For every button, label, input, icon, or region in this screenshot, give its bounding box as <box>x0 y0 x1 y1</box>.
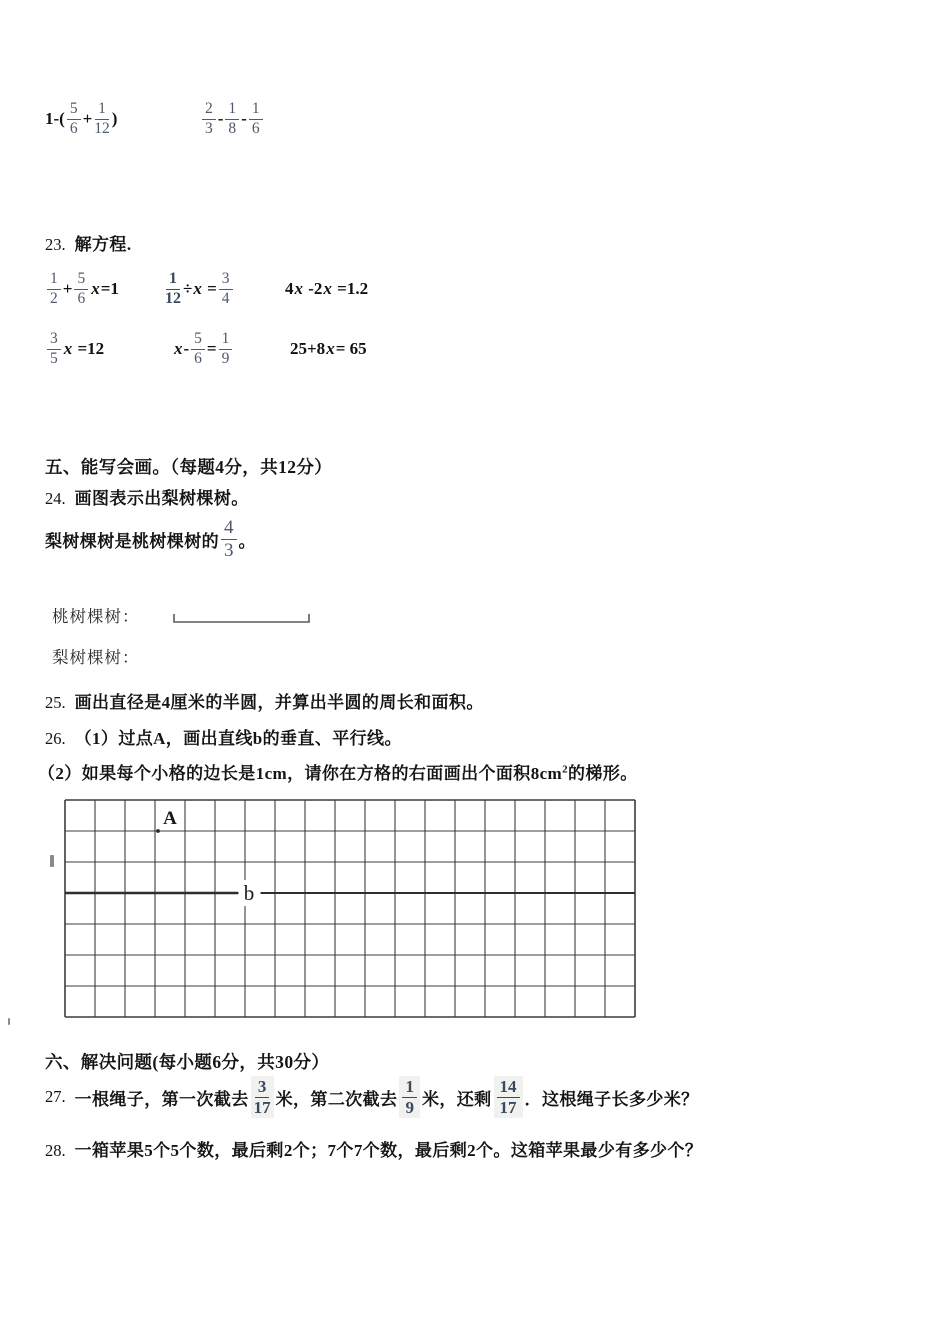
problem-27-body <box>75 1076 699 1119</box>
math-text: = 65 <box>335 339 367 358</box>
problem-text-suffix: 的梯形。 <box>568 764 638 783</box>
problem-text-prefix: （2）如果每个小格的边长是1cm，请你在方格的右面画出个面积8cm <box>38 764 563 783</box>
fraction-denominator: 17 <box>499 1097 517 1117</box>
fraction <box>165 271 181 308</box>
math-text: - <box>241 109 247 128</box>
fraction-numerator: 1 <box>166 271 180 290</box>
fraction-numerator: 14 <box>497 1078 520 1098</box>
variable: x <box>174 339 183 358</box>
fraction-denominator: 3 <box>224 539 234 561</box>
problem-number: 23. <box>45 235 66 254</box>
problem-27 <box>45 1072 699 1122</box>
problem-25 <box>45 688 484 713</box>
math-text: - <box>183 339 190 358</box>
expression-1 <box>45 95 117 143</box>
section-5-heading: 五、能写会画。（每题4分，共12分） <box>45 457 333 477</box>
problem-number: 25. <box>45 693 66 712</box>
problem-24-statement <box>45 512 256 566</box>
problem-number: 28. <box>45 1141 66 1160</box>
fraction-numerator: 3 <box>219 271 233 289</box>
fraction-denominator: 6 <box>194 349 202 367</box>
peach-tree-label: 桃树棵树： <box>52 607 140 626</box>
problem-title: 解方程. <box>74 235 132 254</box>
fraction <box>67 101 81 137</box>
statement-prefix: 梨树棵树是桃树棵树的 <box>45 531 219 551</box>
fraction-denominator: 5 <box>50 349 58 367</box>
fraction-numerator: 3 <box>255 1078 270 1098</box>
fraction <box>47 331 61 367</box>
line-b-label: b <box>243 881 255 905</box>
fraction-denominator: 9 <box>405 1097 414 1117</box>
fraction-denominator: 9 <box>221 349 230 367</box>
math-text: 一根绳子，第一次截去 <box>74 1089 249 1109</box>
grid-figure <box>63 798 637 1024</box>
fraction-denominator: 6 <box>69 119 78 137</box>
fraction <box>249 101 263 137</box>
equation-1 <box>45 263 119 315</box>
math-text: 米，第二次截去 <box>275 1089 398 1109</box>
variable: x <box>323 279 332 298</box>
fraction-numerator: 5 <box>67 101 81 119</box>
fraction <box>191 331 205 367</box>
fraction-numerator: 2 <box>202 101 216 119</box>
scan-artifact <box>50 855 54 867</box>
variable: x <box>326 339 335 358</box>
superscript: 2 <box>562 763 569 776</box>
fraction-numerator: 3 <box>47 331 61 349</box>
fraction-numerator: 1 <box>95 101 109 119</box>
math-text: =1.2 <box>332 279 369 298</box>
fraction <box>202 101 216 137</box>
answer-bar-segment <box>172 611 312 625</box>
math-text: ) <box>111 109 118 128</box>
fraction-numerator: 1 <box>402 1078 417 1098</box>
math-text: 4 <box>285 279 294 298</box>
fraction-numerator: 5 <box>191 331 205 349</box>
fraction-denominator: 6 <box>77 289 86 307</box>
math-text: =1 <box>100 279 119 298</box>
grid-svg <box>63 798 637 1019</box>
equation-2 <box>163 263 235 315</box>
math-text: 1-( <box>45 109 65 128</box>
point-a-label: A <box>163 808 177 829</box>
variable: x <box>91 279 100 298</box>
math-text: ÷ <box>183 279 193 298</box>
fraction-denominator: 2 <box>50 289 58 307</box>
problem-number: 26. <box>45 729 66 748</box>
fraction <box>225 101 239 137</box>
math-text: + <box>62 279 73 298</box>
math-text: 米，还剩 <box>421 1089 492 1109</box>
math-text: =12 <box>73 339 105 358</box>
fraction <box>74 271 88 307</box>
fraction-denominator: 6 <box>251 119 260 137</box>
equation-6 <box>290 323 367 375</box>
math-text: 25+8 <box>290 339 326 358</box>
fraction <box>219 331 233 367</box>
fraction <box>221 518 237 561</box>
math-text: = <box>202 279 217 298</box>
math-text: + <box>82 109 93 128</box>
problem-title: 画图表示出梨树棵树。 <box>74 489 249 508</box>
expression-2 <box>200 95 265 143</box>
point-a-dot <box>156 829 160 833</box>
problem-28 <box>45 1136 702 1161</box>
problem-text: 一箱苹果5个5个数，最后剩2个；7个7个数，最后剩2个。这箱苹果最少有多少个？ <box>74 1141 703 1160</box>
scan-artifact <box>8 1018 10 1025</box>
fraction <box>399 1076 420 1119</box>
math-text: ．这根绳子长多少米？ <box>524 1089 699 1109</box>
variable: x <box>193 279 202 298</box>
fraction-numerator: 1 <box>219 331 233 349</box>
fraction-denominator: 4 <box>221 289 230 307</box>
fraction-denominator: 3 <box>205 119 213 137</box>
fraction <box>251 1076 274 1119</box>
fraction-numerator: 5 <box>74 271 88 289</box>
equation-5 <box>173 323 234 375</box>
fraction-denominator: 12 <box>94 119 110 137</box>
problem-text: 画出直径是4厘米的半圆，并算出半圆的周长和面积。 <box>74 693 484 712</box>
section-6-heading: 六、解决问题(每小题6分，共30分） <box>45 1052 330 1072</box>
fraction-denominator: 12 <box>165 289 181 307</box>
fraction-denominator: 8 <box>228 119 237 137</box>
statement-suffix: 。 <box>238 531 256 551</box>
fraction-denominator: 17 <box>253 1097 271 1117</box>
variable: x <box>294 279 303 298</box>
fraction-numerator: 1 <box>249 101 263 119</box>
problem-26-part1 <box>45 724 402 749</box>
problem-text: （1）过点A，画出直线b的垂直、平行线。 <box>74 729 402 748</box>
fraction-numerator: 4 <box>221 518 237 540</box>
fraction <box>47 271 61 307</box>
fraction <box>94 101 110 137</box>
equation-4 <box>45 323 104 375</box>
problem-24-heading <box>45 484 249 509</box>
math-text: = <box>206 339 217 358</box>
problem-23-heading <box>45 230 131 255</box>
equation-3 <box>285 263 368 315</box>
problem-number: 24. <box>45 489 66 508</box>
problem-26-part2 <box>38 759 638 784</box>
fraction-numerator: 1 <box>225 101 239 119</box>
pear-tree-label: 梨树棵树： <box>52 648 140 667</box>
fraction <box>219 271 233 307</box>
variable: x <box>63 339 73 358</box>
fraction <box>494 1076 523 1119</box>
problem-number: 27. <box>45 1087 66 1106</box>
math-text: - <box>217 109 224 128</box>
math-text: -2 <box>304 279 323 298</box>
fraction-numerator: 1 <box>47 271 61 289</box>
